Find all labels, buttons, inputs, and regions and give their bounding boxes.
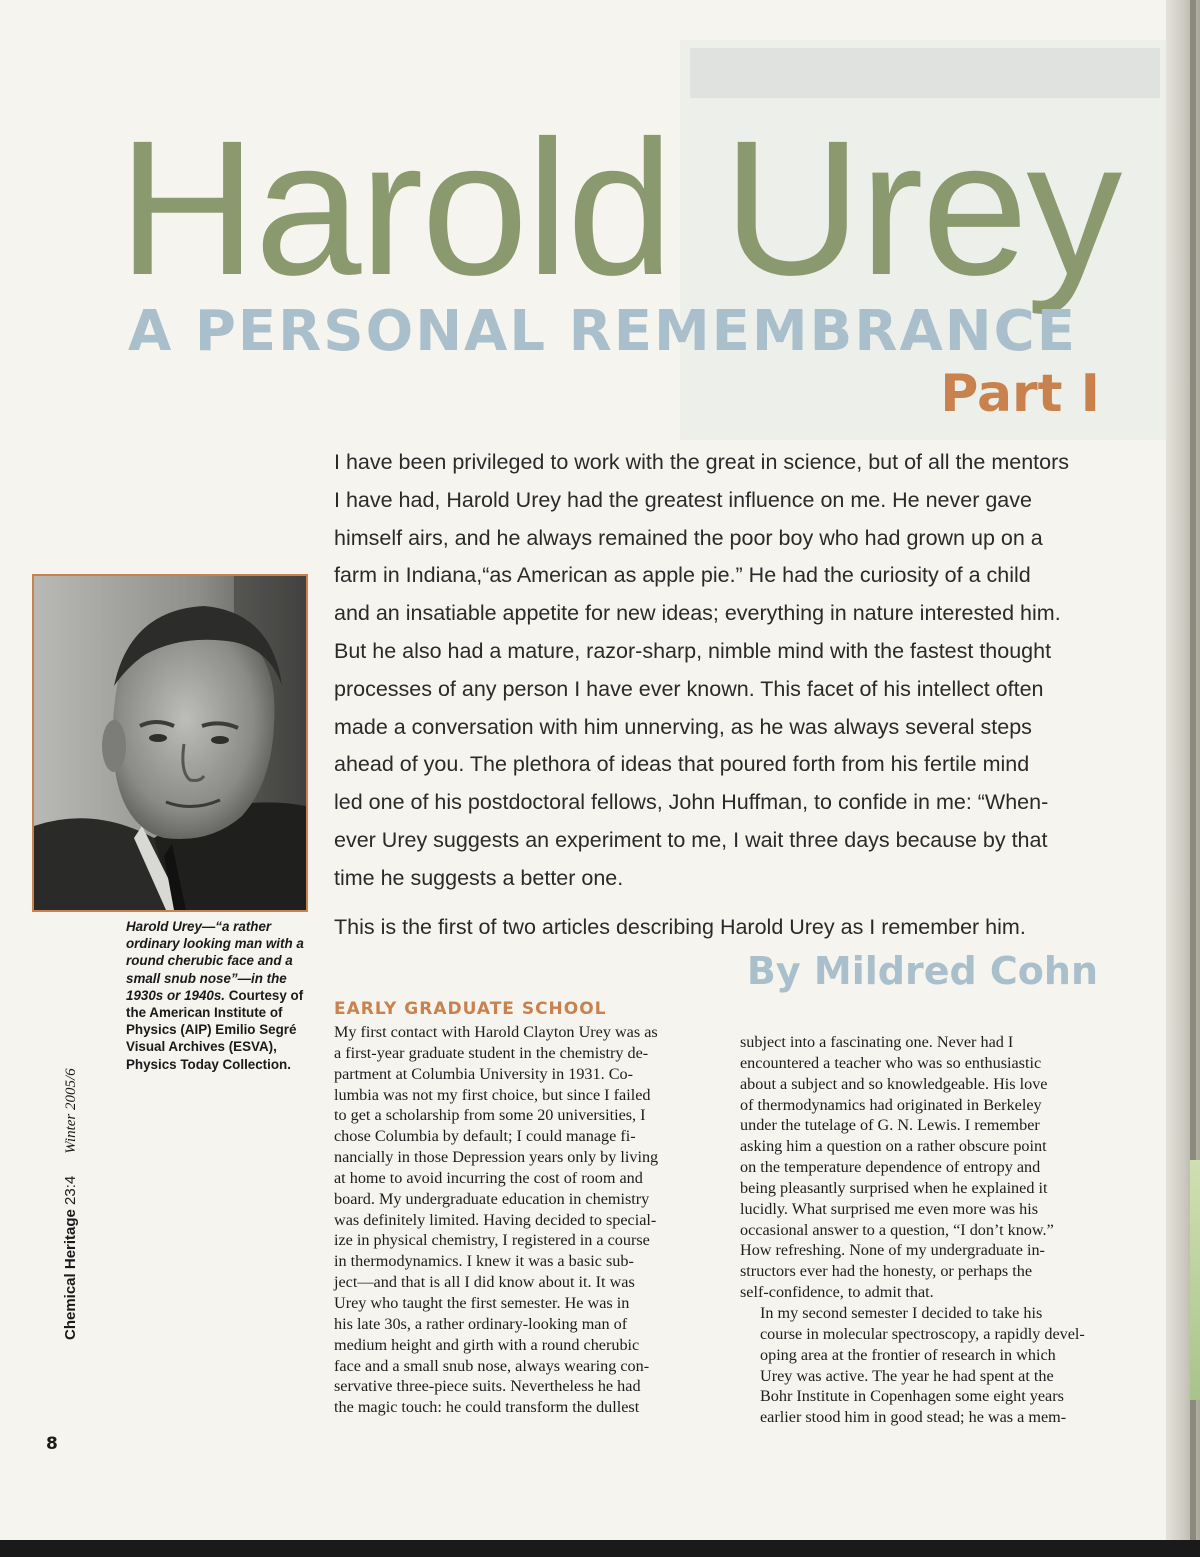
caption-name: Harold Urey—	[126, 919, 216, 934]
body-line: asking him a question on a rather obscure point	[740, 1137, 1047, 1156]
body-line: earlier stood him in good stead; he was a mem-	[760, 1408, 1067, 1427]
body-line: encountered a teacher who was so enthusiastic	[740, 1053, 1042, 1072]
page-number: 8	[46, 1434, 58, 1454]
spine-color-tab	[1190, 1160, 1200, 1400]
portrait-photo	[34, 576, 306, 910]
intro-line: led one of his postdoctoral fellows, John Huffman, to confide in me: “When-	[334, 790, 1049, 815]
author-byline: By Mildred Cohn	[746, 949, 1098, 993]
body-line: face and a small snub nose, always wearing con-	[334, 1356, 650, 1375]
section-heading: EARLY GRADUATE SCHOOL	[334, 999, 607, 1019]
background-bleed-bar	[690, 48, 1160, 98]
body-column-2	[740, 1032, 1120, 1428]
body-line: was definitely limited. Having decided to special-	[334, 1210, 657, 1229]
intro-line: and an insatiable appetite for new ideas; everything in nature interested him.	[334, 601, 1061, 626]
photo-caption	[126, 918, 306, 1073]
caption-credit: Courtesy of the American Institute of Physics (AIP) Emilio Segré Visual Archives (ESVA), Physics Today Collection.	[126, 987, 304, 1072]
body-line: to get a scholarship from some 20 universities, I	[334, 1106, 646, 1125]
body-line: a first-year graduate student in the chemistry de-	[334, 1043, 649, 1062]
body-line: the magic touch: he could transform the dullest	[334, 1398, 640, 1417]
body-line: ject—and that is all I did know about it. It was	[334, 1273, 635, 1292]
body-column-1	[334, 1022, 714, 1418]
body-line: chose Columbia by default; I could manage fi-	[334, 1127, 636, 1146]
body-line: subject into a fascinating one. Never had I	[740, 1033, 1014, 1051]
body-line: Urey who taught the first semester. He was in	[334, 1293, 630, 1312]
body-line: oping area at the frontier of research in which	[760, 1345, 1056, 1364]
caption-quote: “a rather ordinary looking man with a round cherubic face and a small snub nose”—in the 1930s or 1940s.	[126, 919, 304, 1003]
magazine-name: Chemical Heritage	[62, 1209, 79, 1340]
series-note: This is the first of two articles describing Harold Urey as I remember him.	[334, 915, 1026, 939]
body-line: partment at Columbia University in 1931. Co-	[334, 1064, 633, 1083]
body-line: How refreshing. None of my undergraduate in-	[740, 1241, 1045, 1260]
intro-line: I have been privileged to work with the great in science, but of all the mentors	[334, 450, 1069, 474]
volume-number: 23:4	[62, 1175, 79, 1210]
body-paragraph	[740, 1032, 1120, 1303]
body-line: course in molecular spectroscopy, a rapidly devel-	[760, 1324, 1085, 1343]
body-line: In my second semester I decided to take his	[760, 1303, 1043, 1322]
portrait-photo-frame	[32, 574, 308, 912]
body-line: lumbia was not my first choice, but since I failed	[334, 1085, 651, 1104]
body-line: servative three-piece suits. Nevertheless he had	[334, 1377, 641, 1396]
intro-line: processes of any person I have ever known. This facet of his intellect often	[334, 676, 1044, 701]
intro-line: ahead of you. The plethora of ideas that poured forth from his fertile mind	[334, 752, 1030, 777]
body-line: Bohr Institute in Copenhagen some eight years	[760, 1387, 1064, 1406]
body-line: about a subject and so knowledgeable. His love	[740, 1074, 1048, 1093]
body-line: being pleasantly surprised when he explained it	[740, 1178, 1048, 1197]
body-paragraph	[740, 1303, 1120, 1428]
intro-line: farm in Indiana,“as American as apple pie.” He had the curiosity of a child	[334, 563, 1031, 588]
body-line: My first contact with Harold Clayton Urey was as	[334, 1023, 658, 1041]
part-label: Part I	[940, 364, 1100, 424]
intro-line: ever Urey suggests an experiment to me, I wait three days because by that	[334, 827, 1048, 852]
intro-line: But he also had a mature, razor-sharp, nimble mind with the fastest thought	[334, 638, 1052, 663]
intro-paragraph	[334, 444, 1098, 898]
body-line: board. My undergraduate education in chemistry	[334, 1189, 650, 1208]
body-line: ize in physical chemistry, I registered in a course	[334, 1231, 650, 1250]
body-line: in thermodynamics. I knew it was a basic sub-	[334, 1252, 634, 1271]
body-line: Urey was active. The year he had spent at the	[760, 1366, 1054, 1385]
body-line: of thermodynamics had originated in Berkeley	[740, 1095, 1042, 1114]
intro-line: time he suggests a better one.	[334, 865, 624, 890]
issue-date: Winter 2005/6	[63, 1068, 79, 1154]
body-line: structors ever had the honesty, or perhaps the	[740, 1262, 1033, 1281]
body-line: at home to avoid incurring the cost of room and	[334, 1168, 643, 1187]
body-line: his late 30s, a rather ordinary-looking man of	[334, 1314, 628, 1333]
body-line: nancially in those Depression years only by living	[334, 1148, 659, 1167]
body-line: self-confidence, to admit that.	[740, 1283, 934, 1302]
running-footer-vertical	[62, 1068, 80, 1340]
article-subtitle: A PERSONAL REMEMBRANCE	[128, 299, 1078, 364]
body-line: medium height and girth with a round cherubic	[334, 1335, 640, 1354]
intro-line: himself airs, and he always remained the poor boy who had grown up on a	[334, 525, 1043, 550]
article-title: Harold Urey	[118, 100, 1121, 315]
intro-line: I have had, Harold Urey had the greatest influence on me. He never gave	[334, 487, 1032, 512]
intro-line: made a conversation with him unnerving, as he was always several steps	[334, 714, 1032, 739]
body-line: under the tutelage of G. N. Lewis. I remember	[740, 1116, 1040, 1135]
body-line: lucidly. What surprised me even more was his	[740, 1199, 1039, 1218]
page-spine-edge	[1166, 0, 1200, 1540]
body-line: on the temperature dependence of entropy and	[740, 1158, 1041, 1177]
body-line: occasional answer to a question, “I don’t know.”	[740, 1220, 1054, 1239]
